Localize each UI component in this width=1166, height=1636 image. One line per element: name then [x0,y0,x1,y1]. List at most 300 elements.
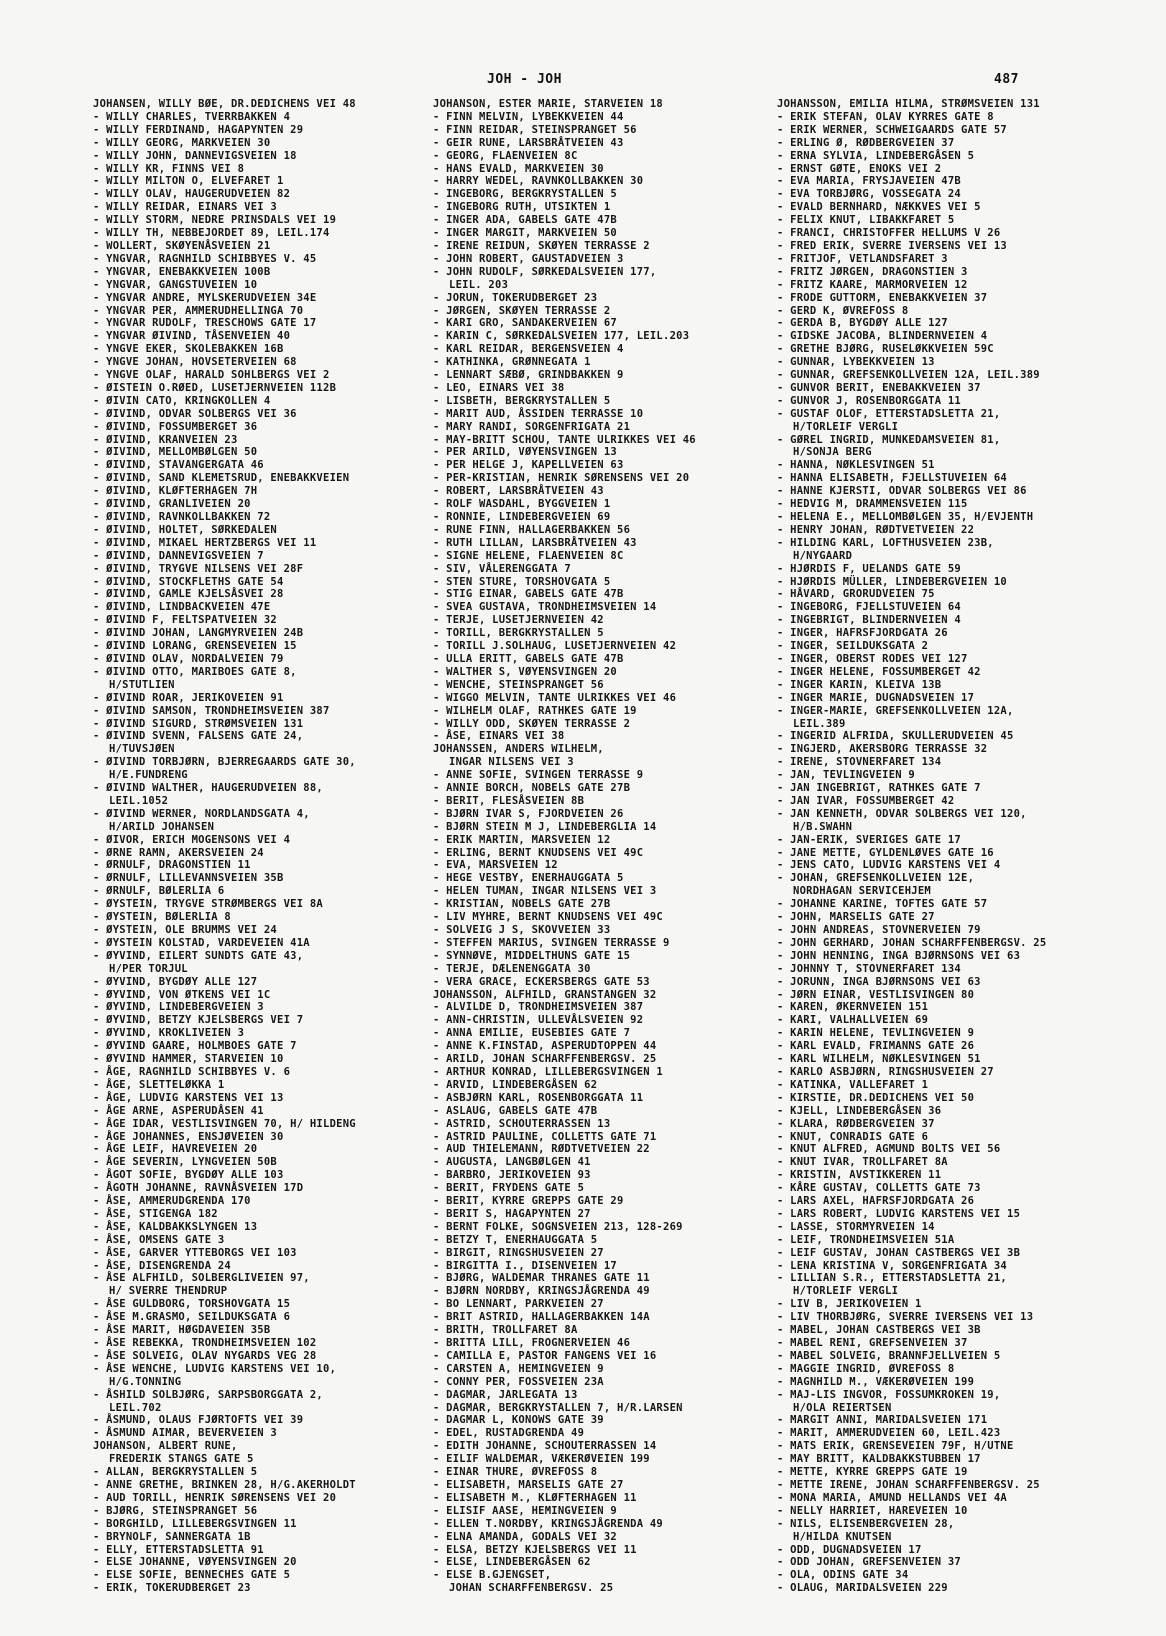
directory-entry: - BERIT, FRYDENS GATE 5 [433,1182,585,1195]
directory-entry: - MARY RANDI, SORGENFRIGATA 21 [433,420,631,433]
directory-entry: - ÅGE JOHANNES, ENSJØVEIEN 30 [93,1130,284,1143]
directory-entry: - STEFFEN MARIUS, SVINGEN TERRASSE 9 [433,936,670,949]
directory-entry: - ERNA SYLVIA, LINDEBERGÅSEN 5 [777,149,975,162]
directory-entry: - WILLY STORM, NEDRE PRINSDALS VEI 19 [93,214,337,227]
directory-entry: - JAN-ERIK, SVERIGES GATE 17 [777,833,962,846]
directory-entry: - ÅGE LEIF, HAVREVEIEN 20 [93,1143,258,1156]
directory-entry: - SVEA GUSTAVA, TRONDHEIMSVEIEN 14 [433,601,657,614]
directory-entry: - JOHN RUDOLF, SØRKEDALSVEIEN 177, [433,265,657,278]
directory-entry: H/TORLEIF VERGLI [793,420,899,433]
directory-entry: - ØYVIND, EILERT SUNDTS GATE 43, [93,949,304,962]
directory-entry: - BETZY T, ENERHAUGGATA 5 [433,1233,598,1246]
directory-entry: - BARBRO, JERIKOVEIEN 93 [433,1169,591,1182]
directory-entry: - ERIK MARTIN, MARSVEIEN 12 [433,833,611,846]
directory-entry: - ODD, DUGNADSVEIEN 17 [777,1543,922,1556]
directory-entry: - AUD TORILL, HENRIK SØRENSENS VEI 20 [93,1491,337,1504]
directory-entry: - WILLY TH, NEBBEJORDET 89, LEIL.174 [93,227,330,240]
directory-entry: - BRITH, TROLLFARET 8A [433,1324,578,1337]
directory-entry: - MAGGIE INGRID, ØVREFOSS 8 [777,1362,955,1375]
directory-entry: - KNUT IVAR, TROLLFARET 8A [777,1156,948,1169]
directory-entry: - JOHANNE KARINE, TOFTES GATE 57 [777,898,988,911]
directory-entry: - ØIVIND SAMSON, TRONDHEIMSVEIEN 387 [93,704,330,717]
directory-entry: - YNGVE EKER, SKOLEBAKKEN 16B [93,343,284,356]
directory-entry: - JAN INGEBRIGT, RATHKES GATE 7 [777,782,981,795]
directory-entry: H/ SVERRE THENDRUP [109,1285,228,1298]
directory-entry: - KARI GRO, SANDAKERVEIEN 67 [433,317,618,330]
directory-entry: - HANS EVALD, MARKVEIEN 30 [433,162,604,175]
directory-entry: H/TUVSJØEN [109,743,175,756]
directory-entry: - JOHN, MARSELIS GATE 27 [777,911,935,924]
directory-entry: - YNGVAR PER, AMMERUDHELLINGA 70 [93,304,304,317]
directory-entry: H/TORLEIF VERGLI [793,1285,899,1298]
directory-entry: - HELENA E., MELLOMBØLGEN 35, H/EVJENTH [777,511,1034,523]
directory-entry: - INGER ADA, GABELS GATE 47B [433,214,618,227]
directory-entry: - JOHN ANDREAS, STOVNERVEIEN 79 [777,924,981,936]
directory-entry: - BERIT, FLESÅSVEIEN 8B [433,794,585,807]
directory-entry: - ERLING, BERNT KNUDSENS VEI 49C [433,846,644,859]
directory-entry: - ØRNULF, BØLERLIA 6 [93,885,225,898]
directory-entry: - ÅSE, OMSENS GATE 3 [93,1233,225,1246]
directory-entry: - INGEBORG, BERGKRYSTALLEN 5 [433,188,618,201]
directory-entry: - ROBERT, LARSBRÅTVEIEN 43 [433,485,604,498]
directory-entry: - ØIVIND F, FELTSPATVEIEN 32 [93,614,278,627]
directory-entry: - MARIT AUD, ÅSSIDEN TERRASSE 10 [433,407,644,420]
directory-entry: - LENA KRISTINA V, SORGENFRIGATA 34 [777,1259,1008,1272]
directory-entry: - OLAUG, MARIDALSVEIEN 229 [777,1582,948,1595]
directory-entry: - KJELL, LINDEBERGÅSEN 36 [777,1104,942,1117]
directory-entry: - ØIVIND, MELLOMBØLGEN 50 [93,446,258,459]
directory-entry: - BRYNOLF, SANNERGATA 1B [93,1530,251,1543]
directory-entry: - KRISTIAN, NOBELS GATE 27B [433,898,611,911]
directory-entry: - MARGIT ANNI, MARIDALSVEIEN 171 [777,1414,988,1427]
directory-entry: - INGJERD, AKERSBORG TERRASSE 32 [777,743,988,756]
directory-entry: - SOLVEIG J S, SKOVVEIEN 33 [433,924,611,936]
directory-entry: - HANNA, NØKLESVINGEN 51 [777,459,935,472]
directory-entry: - ÅSE MARIT, HØGDAVEIEN 35B [93,1324,271,1337]
directory-entry: - INGER KARIN, KLEIVA 13B [777,678,942,691]
directory-entry: - FRODE GUTTORM, ENEBAKKVEIEN 37 [777,291,988,304]
directory-entry: - KARI, VALHALLVEIEN 69 [777,1014,929,1027]
directory-entry: - EILIF WALDEMAR, VÆKERØVEIEN 199 [433,1453,650,1466]
directory-entry: - ANNA EMILIE, EUSEBIES GATE 7 [433,1027,631,1040]
directory-entry: - ØIVIND, KLØFTERHAGEN 7H [93,485,258,498]
directory-entry: - ANNE SOFIE, SVINGEN TERRASSE 9 [433,769,644,782]
directory-entry: - ARILD, JOHAN SCHARFFENBERGSV. 25 [433,1053,657,1066]
directory-entry: - GEIR RUNE, LARSBRÅTVEIEN 43 [433,136,624,149]
directory-entry: - METTE, KYRRE GREPPS GATE 19 [777,1466,968,1479]
directory-entry: - ØYSTEIN KOLSTAD, VARDEVEIEN 41A [93,936,310,949]
directory-entry: - PER ARILD, VØYENSVINGEN 13 [433,446,618,459]
directory-entry: - ØIVIND, HOLTET, SØRKEDALEN [93,523,278,536]
directory-entry: - BJØRN STEIN M J, LINDEBERGLIA 14 [433,820,657,833]
directory-entry: - GERDA B, BYGDØY ALLE 127 [777,317,948,330]
directory-entry: - WILLY JOHN, DANNEVIGSVEIEN 18 [93,149,297,162]
directory-entry: - GUSTAF OLOF, ETTERSTADSLETTA 21, [777,407,1001,420]
directory-entry: - EVA, MARSVEIEN 12 [433,859,558,872]
directory-entry: - ØIVIND SVENN, FALSENS GATE 24, [93,730,304,743]
directory-entry: - ELISABETH, MARSELIS GATE 27 [433,1478,624,1491]
directory-entry: - HARRY WEDEL, RAVNKOLLBAKKEN 30 [433,175,644,188]
directory-entry: - SIGNE HELENE, FLAENVEIEN 8C [433,549,624,562]
directory-entry: - BERIT, KYRRE GREPPS GATE 29 [433,1195,624,1208]
directory-entry: - NILS, ELISENBERGVEIEN 28, [777,1517,955,1530]
directory-entry: - ÅGE IDAR, VESTLISVINGEN 70, H/ HILDENG [93,1117,356,1130]
directory-entry: - LIV THORBJØRG, SVERRE IVERSENS VEI 13 [777,1311,1034,1324]
directory-entry: JOHANSSON, ALFHILD, GRANSTANGEN 32 [433,988,657,1001]
directory-entry: - PER-KRISTIAN, HENRIK SØRENSENS VEI 20 [433,472,690,485]
directory-entry: - YNGVAR ANDRE, MYLSKERUDVEIEN 34E [93,291,317,304]
directory-entry: - ÅGE, SLETTELØKKA 1 [93,1078,225,1091]
directory-entry: - ØIVIND, LINDBACKVEIEN 47E [93,601,271,614]
directory-entry: - MARIT, AMMERUDVEIEN 60, LEIL.423 [777,1427,1001,1440]
directory-entry: - FRITZ KAARE, MARMORVEIEN 12 [777,278,968,291]
directory-entry: LEIL.702 [109,1401,162,1414]
directory-entry: - ØISTEIN O.RØED, LUSETJERNVEIEN 112B [93,381,337,394]
directory-entry: - ÅSE, GARVER YTTEBORGS VEI 103 [93,1246,297,1259]
directory-entry: - ÅSMUND, OLAUS FJØRTOFTS VEI 39 [93,1414,304,1427]
directory-entry: - ÅSE REBEKKA, TRONDHEIMSVEIEN 102 [93,1337,317,1349]
directory-entry: - ØIVIND, KRANVEIEN 23 [93,433,238,446]
directory-entry: - ALVILDE D, TRONDHEIMSVEIEN 387 [433,1001,644,1014]
directory-entry: - INGER MARIE, DUGNADSVEIEN 17 [777,691,975,704]
directory-entry: JOHAN SCHARFFENBERGSV. 25 [449,1582,614,1595]
directory-entry: - JORUNN, INGA BJØRNSONS VEI 63 [777,975,981,988]
directory-entry: - ØIVIND, STAVANGERGATA 46 [93,459,264,472]
directory-entry: - JOHN HENNING, INGA BJØRNSONS VEI 63 [777,949,1021,962]
directory-entry: - GIDSKE JACOBA, BLINDERNVEIEN 4 [777,330,988,343]
directory-entry: - ÅSE WENCHE, LUDVIG KARSTENS VEI 10, [93,1362,337,1375]
directory-entry: - ØIVIND TORBJØRN, BJERREGAARDS GATE 30, [93,756,356,769]
directory-entry: - ELSE SOFIE, BENNECHES GATE 5 [93,1569,291,1582]
directory-entry: - GUNNAR, LYBEKKVEIEN 13 [777,356,935,369]
directory-entry: - CARSTEN A, HEMINGVEIEN 9 [433,1362,604,1375]
directory-entry: - YNGVE JOHAN, HOVSETERVEIEN 68 [93,356,297,369]
directory-entry: - ÅSE ALFHILD, SOLBERGLIVEIEN 97, [93,1272,310,1285]
directory-entry: - ØYSTEIN, TRYGVE STRØMBERGS VEI 8A [93,898,324,911]
directory-entry: - ANN-CHRISTIN, ULLEVÅLSVEIEN 92 [433,1014,644,1027]
directory-entry: - WILLY ODD, SKØYEN TERRASSE 2 [433,717,631,730]
directory-entry: - ØRNULF, LILLEVANNSVEIEN 35B [93,872,284,885]
directory-entry: - ÅGE SEVERIN, LYNGVEIEN 50B [93,1156,278,1169]
directory-entry: - BJØRG, STEINSPRANGET 56 [93,1504,258,1517]
directory-entry: - ANNE K.FINSTAD, ASPERUDTOPPEN 44 [433,1040,657,1053]
directory-entry: - ÅGOT SOFIE, BYGDØY ALLE 103 [93,1169,284,1182]
directory-entry: - ELISIF AASE, HEMINGVEIEN 9 [433,1504,618,1517]
directory-entry: - ARVID, LINDEBERGÅSEN 62 [433,1078,598,1091]
directory-entry: FREDERIK STANGS GATE 5 [109,1453,254,1466]
directory-entry: - LIV B, JERIKOVEIEN 1 [777,1298,922,1311]
directory-entry: - RUTH LILLAN, LARSBRÅTVEIEN 43 [433,536,637,549]
directory-entry: - BRITTA LILL, FROGNERVEIEN 46 [433,1337,631,1349]
directory-entry: - JOHN GERHARD, JOHAN SCHARFFENBERGSV. 25 [777,936,1047,949]
directory-entry: - INGER HELENE, FOSSUMBERGET 42 [777,665,981,678]
directory-entry: - EVALD BERNHARD, NÆKKVES VEI 5 [777,201,981,214]
directory-entry: - RONNIE, LINDEBERGVEIEN 69 [433,511,611,523]
directory-entry: - JAN KENNETH, ODVAR SOLBERGS VEI 120, [777,807,1027,820]
directory-entry: - KAREN, ØKERNVEIEN 151 [777,1001,929,1014]
directory-entry: - EINAR THURE, ØVREFOSS 8 [433,1466,598,1479]
directory-entry: - WILLY GEORG, MARKVEIEN 30 [93,136,271,149]
directory-entry: - ANNIE BORCH, NOBELS GATE 27B [433,782,631,795]
directory-entry: - MAY BRITT, KALDBAKKSTUBBEN 17 [777,1453,981,1466]
directory-entry: - ØRNE RAMN, AKERSVEIEN 24 [93,846,264,859]
directory-entry: - MABEL RENI, GREFSENVEIEN 37 [777,1337,968,1349]
directory-entry: H/HILDA KNUTSEN [793,1530,892,1543]
directory-entry: LEIL. 203 [449,278,509,291]
directory-entry: - ØYVIND, BETZY KJELSBERGS VEI 7 [93,1014,304,1027]
directory-entry: H/NYGAARD [793,549,853,562]
directory-entry: - WIGGO MELVIN, TANTE ULRIKKES VEI 46 [433,691,677,704]
directory-entry: - CONNY PER, FOSSVEIEN 23A [433,1375,604,1388]
directory-entry: - ØIVOR, ERICH MOGENSONS VEI 4 [93,833,291,846]
directory-entry: - MABEL, JOHAN CASTBERGS VEI 3B [777,1324,981,1337]
directory-entry: - FRITZ JØRGEN, DRAGONSTIEN 3 [777,265,968,278]
directory-entry: - ØIVIN CATO, KRINGKOLLEN 4 [93,394,271,407]
directory-entry: - INGER MARGIT, MARKVEIEN 50 [433,227,618,240]
directory-entry: - ÅGOTH JOHANNE, RAVNÅSVEIEN 17D [93,1182,304,1195]
directory-entry: - NELLY HARRIET, HAREVEIEN 10 [777,1504,968,1517]
directory-entry: - INGEBRIGT, BLINDERNVEIEN 4 [777,614,962,627]
directory-entry: - ØYVIND, BYGDØY ALLE 127 [93,975,258,988]
directory-entry: JOHANSSEN, ANDERS WILHELM, [433,743,604,756]
directory-entry: - FRITJOF, VETLANDSFARET 3 [777,252,948,265]
directory-entry: - EDEL, RUSTADGRENDA 49 [433,1427,585,1440]
directory-entry: JOHANSON, ALBERT RUNE, [93,1440,238,1453]
directory-entry: H/E.FUNDRENG [109,769,188,782]
directory-entry: - GUNNAR, GREFSENKOLLVEIEN 12A, LEIL.389 [777,369,1040,382]
directory-entry: INGAR NILSENS VEI 3 [449,756,574,769]
directory-entry: - ELNA AMANDA, GODALS VEI 32 [433,1530,618,1543]
directory-entry: - INGER, SEILDUKSGATA 2 [777,640,929,653]
directory-entry: - LENNART SÆBØ, GRINDBAKKEN 9 [433,369,624,382]
directory-entry: - INGER-MARIE, GREFSENKOLLVEIEN 12A, [777,704,1014,717]
directory-entry: - AUGUSTA, LANGBØLGEN 41 [433,1156,591,1169]
directory-entry: - ERNST GØTE, ENOKS VEI 2 [777,162,942,175]
directory-entry: - YNGVAR RUDOLF, TRESCHOWS GATE 17 [93,317,317,330]
directory-entry: - ERIK WERNER, SCHWEIGAARDS GATE 57 [777,123,1008,136]
directory-entry: - ÅGE ARNE, ASPERUDÅSEN 41 [93,1104,264,1117]
directory-entry: - JOHAN, GREFSENKOLLVEIEN 12E, [777,872,975,885]
directory-entry: - LEIF GUSTAV, JOHAN CASTBERGS VEI 3B [777,1246,1021,1259]
directory-entry: - WALTHER S, VØYENSVINGEN 20 [433,665,618,678]
directory-entry: - ELSA, BETZY KJELSBERGS VEI 11 [433,1543,637,1556]
directory-entry: - WENCHE, STEINSPRANGET 56 [433,678,604,691]
directory-entry: - GRETHE BJØRG, RUSELØKKVEIEN 59C [777,343,994,356]
directory-entry: - GEORG, FLAENVEIEN 8C [433,149,578,162]
directory-entry: - BERIT S, HAGAPYNTEN 27 [433,1207,591,1220]
directory-entry: - LISBETH, BERGKRYSTALLEN 5 [433,394,611,407]
directory-entry: JOHANSEN, WILLY BØE, DR.DEDICHENS VEI 48 [93,98,356,110]
directory-entry: - ALLAN, BERGKRYSTALLEN 5 [93,1466,258,1479]
directory-entry: - ØYSTEIN, OLE BRUMMS VEI 24 [93,924,278,936]
directory-entry: - WILHELM OLAF, RATHKES GATE 19 [433,704,637,717]
directory-entry: - BJØRN IVAR S, FJORDVEIEN 26 [433,807,624,820]
directory-entry: - LILLIAN S.R., ETTERSTADSLETTA 21, [777,1272,1008,1285]
directory-entry: - ELLEN T.NORDBY, KRINGSJÅGRENDA 49 [433,1517,664,1530]
directory-entry: - ASTRID PAULINE, COLLETTS GATE 71 [433,1130,657,1143]
directory-entry: - ØIVIND, GRANLIVEIEN 20 [93,498,251,511]
directory-entry: - ØIVIND WERNER, NORDLANDSGATA 4, [93,807,310,820]
directory-entry: - HJØRDIS F, UELANDS GATE 59 [777,562,962,575]
directory-entry: - STIG EINAR, GABELS GATE 47B [433,588,624,601]
directory-entry: - HJØRDIS MÜLLER, LINDEBERGVEIEN 10 [777,575,1008,588]
directory-entry: - TORILL J.SOLHAUG, LUSETJERNVEIEN 42 [433,640,677,653]
directory-entry: - INGER, HAFRSFJORDGATA 26 [777,627,948,640]
directory-entry: H/ARILD JOHANSEN [109,820,215,833]
directory-entry: - EVA MARIA, FRYSJAVEIEN 47B [777,175,962,188]
directory-entry: - JØRN EINAR, VESTLISVINGEN 80 [777,988,975,1001]
directory-entry: - ÅSE, AMMERUDGRENDA 170 [93,1195,251,1208]
directory-entry: - ØYVIND HAMMER, STARVEIEN 10 [93,1053,284,1066]
directory-entry: - ÅGE, LUDVIG KARSTENS VEI 13 [93,1091,284,1104]
directory-entry: - MAGNHILD M., VÆKERØVEIEN 199 [777,1375,975,1388]
directory-entry: - FRED ERIK, SVERRE IVERSENS VEI 13 [777,239,1008,252]
directory-entry: - JORUN, TOKERUDBERGET 23 [433,291,598,304]
directory-entry: - INGER, OBERST RODES VEI 127 [777,652,968,665]
directory-entry: - ØIVIND WALTHER, HAUGERUDVEIEN 88, [93,782,324,795]
directory-entry: - ÅSE, DISENGRENDA 24 [93,1259,232,1272]
directory-entry: - ØRNULF, DRAGONSTIEN 11 [93,859,251,872]
directory-entry: - YNGVE OLAF, HARALD SOHLBERGS VEI 2 [93,369,330,382]
directory-entry: - KARL REIDAR, BERGENSVEIEN 4 [433,343,624,356]
directory-entry: - YNGVAR, ENEBAKKVEIEN 100B [93,265,271,278]
directory-entry: - HENRY JOHAN, RØDTVETVEIEN 22 [777,523,975,536]
directory-entry: - ØIVIND, SAND KLEMETSRUD, ENEBAKKVEIEN [93,472,350,485]
directory-entry: - KARLO ASBJØRN, RINGSHUSVEIEN 27 [777,1065,994,1078]
directory-entry: - ØIVIND OTTO, MARIBOES GATE 8, [93,665,297,678]
directory-entry: - ÅSE M.GRASMO, SEILDUKSGATA 6 [93,1311,291,1324]
directory-entry: - KARIN HELENE, TEVLINGVEIEN 9 [777,1027,975,1040]
column-left [93,98,438,1595]
directory-entry: - KÅRE GUSTAV, COLLETTS GATE 73 [777,1182,981,1195]
directory-entry: - JAN, TEVLINGVEIEN 9 [777,769,916,782]
directory-entry: - MABEL SOLVEIG, BRANNFJELLVEIEN 5 [777,1349,1001,1362]
directory-entry: - ØIVIND, DANNEVIGSVEIEN 7 [93,549,264,562]
directory-entry: - BERNT FOLKE, SOGNSVEIEN 213, 128-269 [433,1220,683,1233]
directory-entry: - WILLY KR, FINNS VEI 8 [93,162,245,175]
directory-entry: JOHANSSON, EMILIA HILMA, STRØMSVEIEN 131 [777,98,1040,110]
directory-entry: - ØIVIND, FOSSUMBERGET 36 [93,420,258,433]
column-middle [433,98,778,1595]
directory-entry: - GØREL INGRID, MUNKEDAMSVEIEN 81, [777,433,1001,446]
directory-entry: - YNGVAR, GANGSTUVEIEN 10 [93,278,258,291]
directory-entry: - KARL EVALD, FRIMANNS GATE 26 [777,1040,975,1053]
directory-entry: - WILLY OLAV, HAUGERUDVEIEN 82 [93,188,291,201]
directory-entry: - HEDVIG M, DRAMMENSVEIEN 115 [777,498,968,511]
directory-entry: - ØIVIND LORANG, GRENSEVEIEN 15 [93,640,297,653]
directory-entry: - KATINKA, VALLEFARET 1 [777,1078,929,1091]
directory-entry: - ØIVIND, ODVAR SOLBERGS VEI 36 [93,407,297,420]
directory-entry: - KATHINKA, GRØNNEGATA 1 [433,356,591,369]
directory-entry: - ERLING Ø, RØDBERGVEIEN 37 [777,136,955,149]
directory-entry: - OLA, ODINS GATE 34 [777,1569,909,1582]
directory-entry: - LASSE, STORMYRVEIEN 14 [777,1220,935,1233]
directory-entry: H/SONJA BERG [793,446,872,459]
directory-entry: - ANNE GRETHE, BRINKEN 28, H/G.AKERHOLDT [93,1478,356,1491]
directory-entry: - GUNVOR BERIT, ENEBAKKVEIEN 37 [777,381,981,394]
directory-entry: - ÅSE, STIGENGA 182 [93,1207,218,1220]
directory-entry: - HANNE KJERSTI, ODVAR SOLBERGS VEI 86 [777,485,1027,498]
directory-entry: - WOLLERT, SKØYENÅSVEIEN 21 [93,239,271,252]
directory-entry: - INGEBORG, FJELLSTUVEIEN 64 [777,601,962,614]
directory-entry: JOHANSON, ESTER MARIE, STARVEIEN 18 [433,98,664,110]
directory-entry: - FINN REIDAR, STEINSPRANGET 56 [433,123,637,136]
directory-entry: - WILLY FERDINAND, HAGAPYNTEN 29 [93,123,304,136]
directory-entry: - JAN IVAR, FOSSUMBERGET 42 [777,794,955,807]
directory-entry: - ØIVIND, STOCKFLETHS GATE 54 [93,575,284,588]
directory-entry: - ASLAUG, GABELS GATE 47B [433,1104,598,1117]
directory-entry: - YNGVAR ØIVIND, TÅSENVEIEN 40 [93,330,291,343]
directory-entry: - BORGHILD, LILLEBERGSVINGEN 11 [93,1517,297,1530]
directory-entry: - ÅSE, KALDBAKKSLYNGEN 13 [93,1220,258,1233]
directory-entry: - ÅGE, RAGNHILD SCHIBBYES V. 6 [93,1065,291,1078]
directory-entry: - TORILL, BERGKRYSTALLEN 5 [433,627,604,640]
directory-entry: - ØIVIND, TRYGVE NILSENS VEI 28F [93,562,304,575]
page-number: 487 [994,72,1019,87]
directory-entry: - CAMILLA E, PASTOR FANGENS VEI 16 [433,1349,657,1362]
directory-entry: - DAGMAR L, KONOWS GATE 39 [433,1414,604,1427]
directory-entry: - MAJ-LIS INGVOR, FOSSUMKROKEN 19, [777,1388,1001,1401]
directory-entry: - TERJE, LUSETJERNVEIEN 42 [433,614,604,627]
directory-entry: - SYNNØVE, MIDDELTHUNS GATE 15 [433,949,631,962]
directory-entry: - KARIN C, SØRKEDALSVEIEN 177, LEIL.203 [433,330,690,343]
directory-entry: - DAGMAR, JARLEGATA 13 [433,1388,578,1401]
directory-entry: - ARTHUR KONRAD, LILLEBERGSVINGEN 1 [433,1065,664,1078]
directory-entry: - LEIF, TRONDHEIMSVEIEN 51A [777,1233,955,1246]
directory-entry: - ASTRID, SCHOUTERRASSEN 13 [433,1117,611,1130]
directory-entry: - ØIVIND SIGURD, STRØMSVEIEN 131 [93,717,304,730]
directory-entry: - BIRGITTA I., DISENVEIEN 17 [433,1259,618,1272]
directory-entry: - ØYVIND, VON ØTKENS VEI 1C [93,988,271,1001]
directory-entry: - LIV MYHRE, BERNT KNUDSENS VEI 49C [433,911,664,924]
directory-entry: - IRENE, STOVNERFARET 134 [777,756,942,769]
directory-entry: - ELISABETH M., KLØFTERHAGEN 11 [433,1491,637,1504]
directory-entry: LEIL.1052 [109,794,169,807]
directory-entry: - TERJE, DÆLENENGGATA 30 [433,962,591,975]
directory-entry: - BO LENNART, PARKVEIEN 27 [433,1298,604,1311]
column-right [777,98,1122,1595]
directory-entry: H/G.TONNING [109,1375,182,1388]
directory-entry: - ØYVIND, LINDEBERGVEIEN 3 [93,1001,264,1014]
directory-entry: - YNGVAR, RAGNHILD SCHIBBYES V. 45 [93,252,317,265]
directory-entry: H/PER TORJUL [109,962,188,975]
directory-entry: - ØIVIND JOHAN, LANGMYRVEIEN 24B [93,627,304,640]
directory-entry: - AUD THIELEMANN, RØDTVETVEIEN 22 [433,1143,650,1156]
directory-entry: - KARL WILHELM, NØKLESVINGEN 51 [777,1053,981,1066]
directory-entry: - KRISTIN, AVSTIKKEREN 11 [777,1169,942,1182]
directory-entry: - KIRSTIE, DR.DEDICHENS VEI 50 [777,1091,975,1104]
directory-entry: - ODD JOHAN, GREFSENVEIEN 37 [777,1556,962,1569]
directory-entry: - WILLY REIDAR, EINARS VEI 3 [93,201,278,214]
directory-entry: - EDITH JOHANNE, SCHOUTERRASSEN 14 [433,1440,657,1453]
directory-entry: - RUNE FINN, HALLAGERBAKKEN 56 [433,523,631,536]
directory-entry: - FELIX KNUT, LIBAKKFARET 5 [777,214,955,227]
directory-entry: - BJØRG, WALDEMAR THRANES GATE 11 [433,1272,650,1285]
directory-entry: - LEO, EINARS VEI 38 [433,381,565,394]
directory-entry: - INGERID ALFRIDA, SKULLERUDVEIEN 45 [777,730,1014,743]
directory-entry: - ØYSTEIN, BØLERLIA 8 [93,911,232,924]
directory-entry: - METTE IRENE, JOHAN SCHARFFENBERGSV. 25 [777,1478,1040,1491]
directory-entry: - JOHNNY T, STOVNERFARET 134 [777,962,962,975]
directory-entry: - ØIVIND ROAR, JERIKOVEIEN 91 [93,691,284,704]
directory-entry: - ØIVIND, GAMLE KJELSÅSVEI 28 [93,588,284,601]
directory-entry: - LARS AXEL, HAFRSFJORDGATA 26 [777,1195,975,1208]
directory-entry: LEIL.389 [793,717,846,730]
directory-entry: NORDHAGAN SERVICEHJEM [793,885,932,898]
directory-entry: - ROLF WASDAHL, BYGGVEIEN 1 [433,498,611,511]
directory-entry: H/OLA REIERTSEN [793,1401,892,1414]
directory-entry: - IRENE REIDUN, SKØYEN TERRASSE 2 [433,239,650,252]
